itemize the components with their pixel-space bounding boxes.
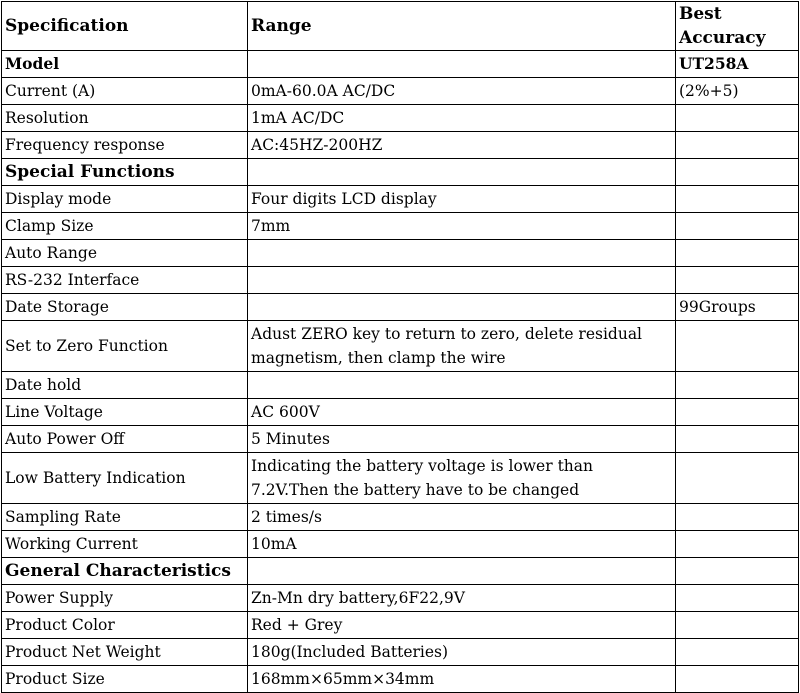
spec-cell: Model — [2, 51, 248, 78]
table-row — [2, 240, 799, 267]
range-cell — [248, 240, 676, 267]
spec-cell: Resolution — [2, 105, 248, 132]
accuracy-cell — [676, 585, 799, 612]
table-row — [2, 531, 799, 558]
spec-cell: Date hold — [2, 372, 248, 399]
spec-cell: Auto Power Off — [2, 426, 248, 453]
spec-table-body — [2, 2, 799, 693]
accuracy-cell — [676, 639, 799, 666]
range-cell: 7mm — [248, 213, 676, 240]
spec-cell: Sampling Rate — [2, 504, 248, 531]
spec-cell: General Characteristics — [2, 558, 248, 585]
range-cell: 180g(Included Batteries) — [248, 639, 676, 666]
spec-cell: Special Functions — [2, 159, 248, 186]
accuracy-cell — [676, 558, 799, 585]
table-row — [2, 426, 799, 453]
accuracy-cell — [676, 186, 799, 213]
accuracy-cell — [676, 504, 799, 531]
table-row — [2, 558, 799, 585]
range-cell: 168mm×65mm×34mm — [248, 666, 676, 693]
spec-cell: Working Current — [2, 531, 248, 558]
accuracy-cell — [676, 105, 799, 132]
accuracy-cell — [676, 132, 799, 159]
range-cell: 1mA AC/DC — [248, 105, 676, 132]
spec-cell: Set to Zero Function — [2, 321, 248, 372]
range-cell: Adust ZERO key to return to zero, delete residual magnetism, then clamp the wire — [248, 321, 676, 372]
table-row — [2, 105, 799, 132]
spec-cell: Product Size — [2, 666, 248, 693]
range-cell — [248, 159, 676, 186]
table-row — [2, 78, 799, 105]
table-row — [2, 639, 799, 666]
table-header-row — [2, 2, 799, 51]
table-row — [2, 321, 799, 372]
accuracy-cell: UT258A — [676, 51, 799, 78]
table-row — [2, 504, 799, 531]
spec-cell: Date Storage — [2, 294, 248, 321]
accuracy-cell — [676, 399, 799, 426]
table-row — [2, 666, 799, 693]
range-cell: 2 times/s — [248, 504, 676, 531]
table-row — [2, 213, 799, 240]
table-row — [2, 453, 799, 504]
header-best-accuracy — [676, 2, 799, 51]
table-row — [2, 294, 799, 321]
table-row — [2, 132, 799, 159]
table-row — [2, 372, 799, 399]
spec-cell: Power Supply — [2, 585, 248, 612]
accuracy-cell: (2%+5) — [676, 78, 799, 105]
spec-cell: Current (A) — [2, 78, 248, 105]
range-cell — [248, 558, 676, 585]
spec-cell: RS-232 Interface — [2, 267, 248, 294]
spec-cell: Low Battery Indication — [2, 453, 248, 504]
range-cell — [248, 267, 676, 294]
header-specification: Specification — [2, 2, 248, 51]
accuracy-cell — [676, 612, 799, 639]
range-cell: Red + Grey — [248, 612, 676, 639]
accuracy-cell — [676, 666, 799, 693]
range-cell: 5 Minutes — [248, 426, 676, 453]
accuracy-cell — [676, 321, 799, 372]
accuracy-cell — [676, 267, 799, 294]
table-row — [2, 585, 799, 612]
table-row — [2, 186, 799, 213]
spec-cell: Display mode — [2, 186, 248, 213]
accuracy-cell — [676, 426, 799, 453]
table-row — [2, 159, 799, 186]
spec-cell: Line Voltage — [2, 399, 248, 426]
accuracy-cell — [676, 159, 799, 186]
spec-cell: Product Net Weight — [2, 639, 248, 666]
range-cell: AC 600V — [248, 399, 676, 426]
range-cell: Indicating the battery voltage is lower than 7.2V.Then the battery have to be changed — [248, 453, 676, 504]
accuracy-cell — [676, 213, 799, 240]
accuracy-cell — [676, 372, 799, 399]
range-cell — [248, 51, 676, 78]
spec-cell: Frequency response — [2, 132, 248, 159]
table-row — [2, 267, 799, 294]
range-cell: 0mA-60.0A AC/DC — [248, 78, 676, 105]
accuracy-cell: 99Groups — [676, 294, 799, 321]
range-cell — [248, 294, 676, 321]
range-cell: Zn-Mn dry battery,6F22,9V — [248, 585, 676, 612]
range-cell: Four digits LCD display — [248, 186, 676, 213]
spec-cell: Clamp Size — [2, 213, 248, 240]
header-best-accuracy-line2: Accuracy — [679, 28, 766, 48]
range-cell: AC:45HZ-200HZ — [248, 132, 676, 159]
table-row — [2, 612, 799, 639]
spec-table — [1, 1, 799, 693]
table-row — [2, 399, 799, 426]
accuracy-cell — [676, 531, 799, 558]
header-range: Range — [248, 2, 676, 51]
header-best-accuracy-line1: Best — [679, 4, 722, 24]
range-cell — [248, 372, 676, 399]
range-cell: 10mA — [248, 531, 676, 558]
spec-cell: Auto Range — [2, 240, 248, 267]
accuracy-cell — [676, 453, 799, 504]
accuracy-cell — [676, 240, 799, 267]
table-row — [2, 51, 799, 78]
spec-cell: Product Color — [2, 612, 248, 639]
